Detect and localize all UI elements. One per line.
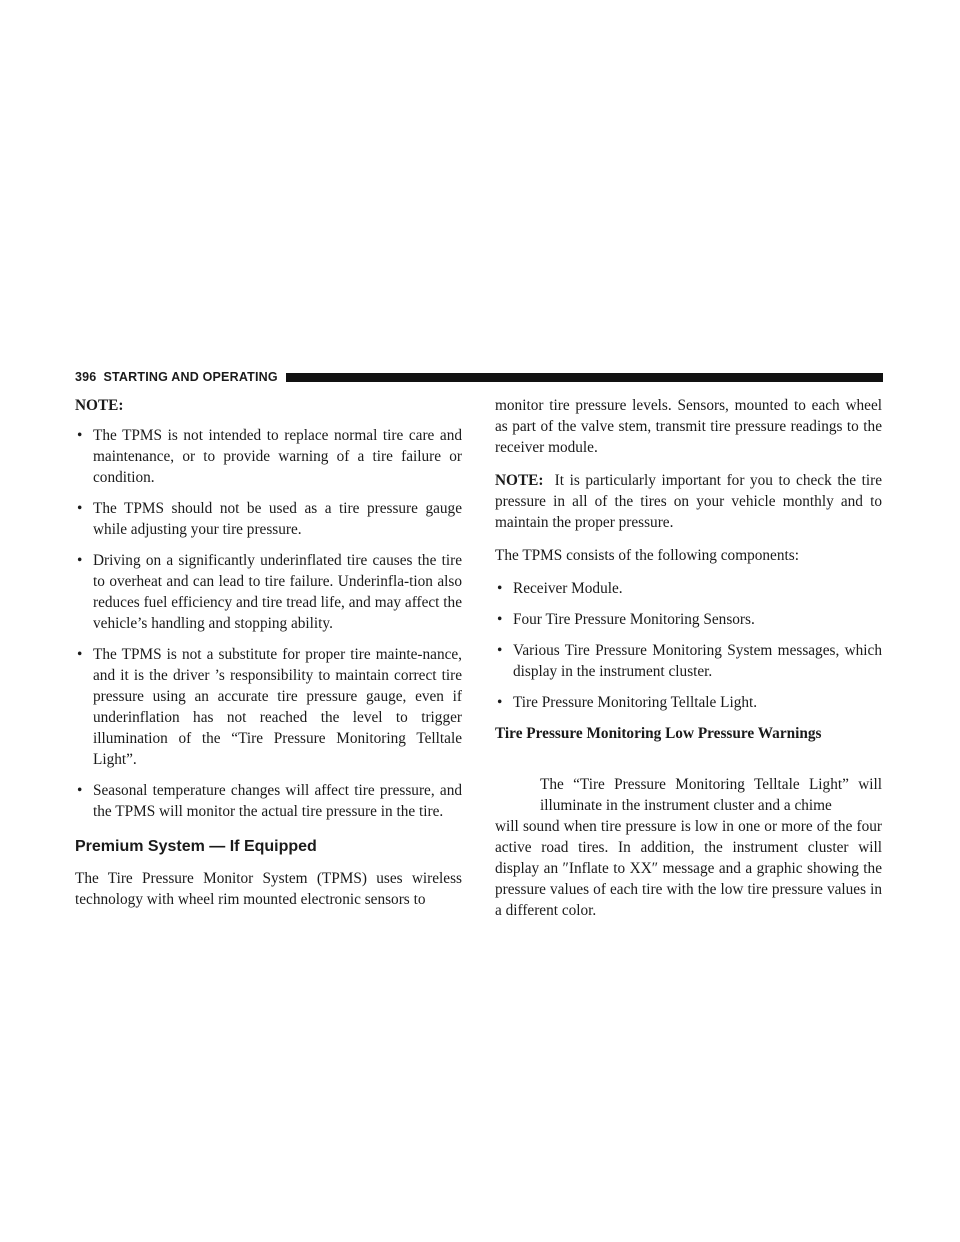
bullet-icon: •	[77, 646, 83, 663]
bullet-icon: •	[497, 694, 503, 711]
page-header	[75, 369, 883, 385]
list-item: • Driving on a significantly underinflated tire causes the tire to overheat and can lead to tire failure. Underinfla-tion also reduces fuel efficiency and tire tread life, and may affect the vehicle’s handling and stopping ability.	[77, 552, 462, 632]
premium-system-paragraph: The Tire Pressure Monitor System (TPMS) uses wireless technology with wheel rim mounted electronic sensors to	[75, 870, 462, 908]
components-list	[495, 578, 882, 713]
list-item: • The TPMS is not intended to replace normal tire care and maintenance, or to provide warning of a tire failure or condition.	[77, 427, 462, 486]
warnings-indented-text: The “Tire Pressure Monitoring Telltale Light” will illuminate in the instrument cluster and a chime	[540, 776, 882, 814]
right-column	[495, 395, 882, 933]
bullet-icon: •	[497, 642, 503, 659]
bullet-icon: •	[77, 427, 83, 444]
warnings-heading: Tire Pressure Monitoring Low Pressure Warnings	[495, 725, 822, 742]
list-item: • Tire Pressure Monitoring Telltale Light.	[497, 694, 758, 711]
list-item: • Receiver Module.	[497, 580, 623, 597]
bullet-icon: •	[497, 580, 503, 597]
note-bullet-list	[75, 425, 462, 822]
bullet-icon: •	[77, 500, 83, 517]
note-heading: NOTE:	[75, 397, 124, 414]
bullet-icon: •	[77, 782, 83, 799]
list-item: • Various Tire Pressure Monitoring System messages, which display in the instrument cluster.	[497, 642, 882, 680]
list-item: • The TPMS should not be used as a tire pressure gauge while adjusting your tire pressure.	[77, 500, 462, 538]
section-title: STARTING AND OPERATING	[103, 370, 278, 384]
note-label: NOTE:	[495, 472, 544, 489]
continuation-paragraph: monitor tire pressure levels. Sensors, mounted to each wheel as part of the valve stem, transmit tire pressure readings to the receiver module.	[495, 397, 882, 456]
premium-system-heading: Premium System — If Equipped	[75, 838, 317, 855]
warnings-paragraph: will sound when tire pressure is low in one or more of the four active road tires. In addition, the instrument cluster will display an ″Inflate to XX″ message and a graphic showing the pressure values of each tire with the low tire pressure values in a different color.	[495, 818, 882, 919]
bullet-icon: •	[497, 611, 503, 628]
note-text: It is particularly important for you to check the tire pressure in all of the tires on your vehicle monthly and to maintain the proper pressure.	[495, 472, 882, 531]
list-item: • Seasonal temperature changes will affect tire pressure, and the TPMS will monitor the actual tire pressure in the tire.	[77, 782, 462, 820]
left-column	[75, 395, 462, 922]
components-intro: The TPMS consists of the following components:	[495, 547, 799, 564]
page-number: 396	[75, 370, 97, 384]
header-rule	[286, 373, 883, 382]
list-item: • The TPMS is not a substitute for proper tire mainte-nance, and it is the driver ’s responsibility to maintain correct tire pressure using an accurate tire pressure gauge, even if underinflation has not reached the level to trigger illumination of the “Tire Pressure Monitoring Telltale Light”.	[77, 646, 462, 768]
note-paragraph	[495, 470, 882, 533]
list-item: • Four Tire Pressure Monitoring Sensors.	[497, 611, 755, 628]
bullet-icon: •	[77, 552, 83, 569]
